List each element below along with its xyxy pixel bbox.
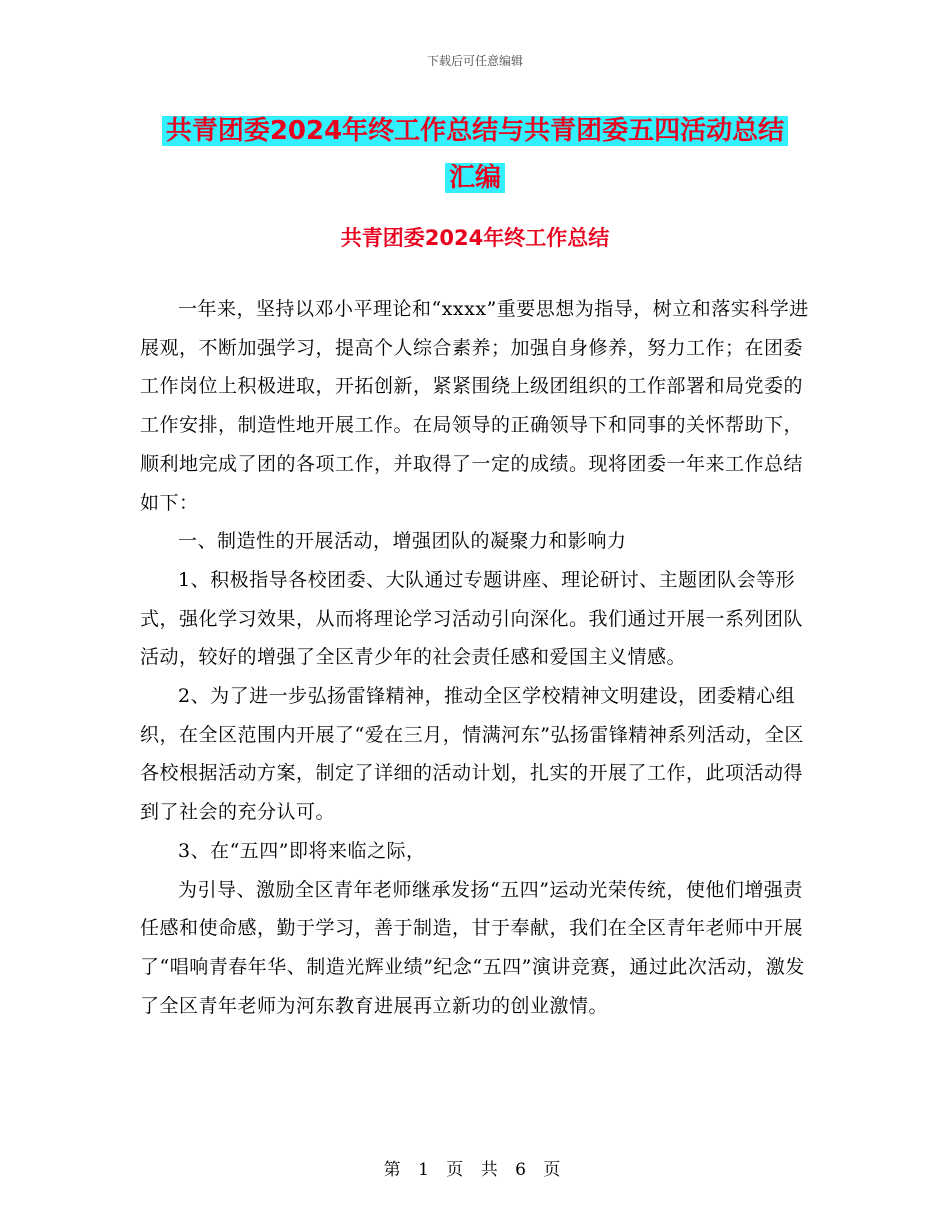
document-title [0,108,950,202]
document-body [140,290,810,1025]
title-line-1: 共青团委2024年终工作总结与共青团委五四活动总结 [162,116,788,146]
title-line-2: 汇编 [445,163,505,193]
paragraph-item-3-cont: 为引导、激励全区青年老师继承发扬“五四”运动光荣传统，使他们增强责任感和使命感，勤于学习，善于制造，甘于奉献，我们在全区青年老师中开展了“唱响青春年华、制造光辉业绩”纪念“五四”演讲竞赛，通过此次活动，激发了全区青年老师为河东教育进展再立新功的创业激情。 [140,878,805,1017]
header-note: 下载后可任意编辑 [426,54,523,68]
paragraph-heading-1: 一、制造性的开展活动，增强团队的凝聚力和影响力 [178,530,627,553]
paragraph-item-1: 1、积极指导各校团委、大队通过专题讲座、理论研讨、主题团队会等形式，强化学习效果，从而将理论学习活动引向深化。我们通过开展一系列团队活动，较好的增强了全区青少年的社会责任感和爱国主义情感。 [140,568,804,669]
paragraph-item-2: 2、为了进一步弘扬雷锋精神，推动全区学校精神文明建设，团委精心组织，在全区范围内开展了“爱在三月，情满河东”弘扬雷锋精神系列活动，全区各校根据活动方案，制定了详细的活动计划，扎实的开展了工作，此项活动得到了社会的充分认可。 [140,685,804,824]
page-footer: 第 1 页 共 6 页 [383,1160,567,1180]
section-title: 共青团委2024年终工作总结 [340,226,610,250]
paragraph-item-3: 3、在“五四”即将来临之际， [178,839,426,862]
paragraph-intro: 一年来，坚持以邓小平理论和“xxxx”重要思想为指导，树立和落实科学进展观，不断加强学习，提高个人综合素养；加强自身修养，努力工作；在团委工作岗位上积极进取，开拓创新，紧紧围绕上级团组织的工作部署和局党委的工作安排，制造性地开展工作。在局领导的正确领导下和同事的关怀帮助下，顺利地完成了团的各项工作，并取得了一定的成绩。现将团委一年来工作总结如下： [140,298,809,514]
